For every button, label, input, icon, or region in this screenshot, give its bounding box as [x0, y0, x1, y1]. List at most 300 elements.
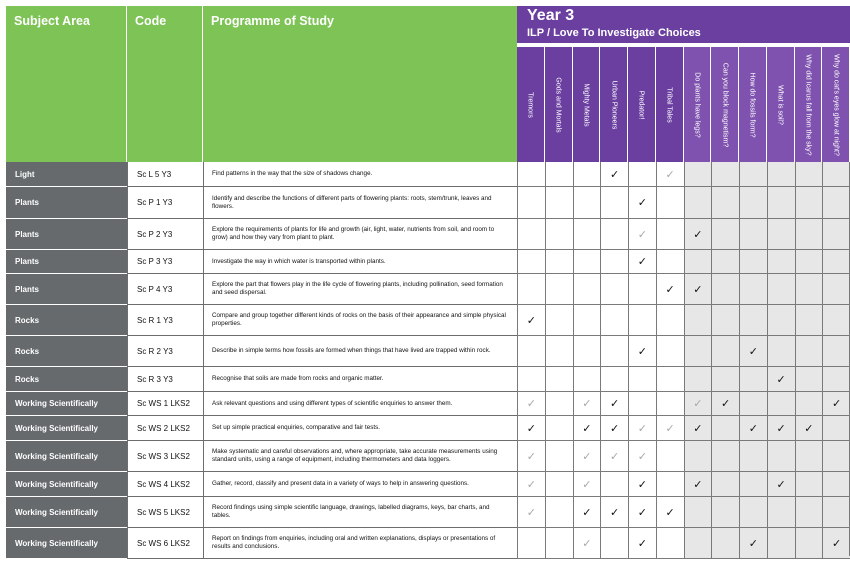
check-cell [656, 274, 684, 305]
topic-label: Mighty Metals [582, 82, 590, 127]
check-cell [517, 472, 545, 497]
check-cell [684, 305, 712, 336]
topic-label: Can you block magnetism? [721, 62, 729, 147]
check-cell [795, 274, 823, 305]
programme-cell: Record findings using simple scientific language, drawings, labelled diagrams, keys, bar charts, and tables. [203, 497, 517, 528]
check-cell [739, 336, 767, 367]
header-subject-area: Subject Area [6, 6, 127, 162]
table-row [6, 367, 850, 392]
subject-area-cell: Rocks [6, 367, 127, 392]
check-cell [545, 441, 573, 472]
check-cell [822, 367, 850, 392]
light-check-icon: ✓ [582, 537, 592, 550]
check-icon: ✓ [582, 422, 592, 435]
table-row [6, 250, 850, 274]
programme-cell: Investigate the way in which water is transported within plants. [203, 250, 517, 274]
programme-cell: Describe in simple terms how fossils are formed when things that have lived are trapped within rock. [203, 336, 517, 367]
check-icon: ✓ [748, 345, 758, 358]
programme-cell: Explore the requirements of plants for life and growth (air, light, water, nutrients from soil, and room to grow) and how they vary from plant to plant. [203, 219, 517, 250]
check-cell [656, 219, 684, 250]
check-cell [628, 528, 656, 559]
table-row [6, 392, 850, 416]
check-cell [767, 336, 795, 367]
check-cell [600, 274, 628, 305]
programme-cell: Identify and describe the functions of different parts of flowering plants: roots, stem/trunk, leaves and flowers. [203, 187, 517, 219]
check-cell [573, 528, 601, 559]
check-cell [545, 367, 573, 392]
header-code: Code [127, 6, 203, 162]
check-cell [628, 336, 656, 367]
light-check-icon: ✓ [526, 506, 536, 519]
check-cell [711, 274, 739, 305]
check-cell [711, 441, 739, 472]
table-row [6, 441, 850, 472]
check-cell [600, 441, 628, 472]
table-row [6, 274, 850, 305]
check-cell [767, 162, 795, 187]
check-cell [795, 472, 823, 497]
code-cell: Sc R 2 Y3 [127, 336, 203, 367]
check-cell [795, 305, 823, 336]
programme-cell: Find patterns in the way that the size of shadows change. [203, 162, 517, 187]
subject-area-cell: Working Scientifically [6, 472, 127, 497]
code-cell: Sc P 1 Y3 [127, 187, 203, 219]
check-icon: ✓ [610, 168, 620, 181]
check-cell [628, 162, 656, 187]
topic-label: Predator! [637, 90, 645, 119]
subject-area-cell: Rocks [6, 305, 127, 336]
check-icon: ✓ [804, 422, 814, 435]
check-cell [600, 472, 628, 497]
check-cell [545, 528, 573, 559]
programme-cell: Compare and group together different kinds of rocks on the basis of their appearance and simple physical properties. [203, 305, 517, 336]
check-cell [545, 392, 573, 416]
check-cell [628, 497, 656, 528]
check-cell [656, 441, 684, 472]
check-cell [684, 274, 712, 305]
check-cell [795, 528, 823, 559]
check-cell [711, 336, 739, 367]
light-check-icon: ✓ [665, 168, 675, 181]
check-cell [767, 472, 795, 497]
check-icon: ✓ [665, 506, 675, 519]
check-cell [517, 528, 545, 559]
topic-header-7 [711, 46, 739, 162]
programme-cell: Gather, record, classify and present data in a variety of ways to help in answering questions. [203, 472, 517, 497]
table-row [6, 162, 850, 187]
check-cell [545, 497, 573, 528]
code-cell: Sc R 1 Y3 [127, 305, 203, 336]
check-cell [656, 528, 684, 559]
light-check-icon: ✓ [526, 398, 536, 410]
light-check-icon: ✓ [637, 450, 647, 463]
check-cell [573, 497, 601, 528]
check-cell [573, 187, 601, 219]
check-cell [517, 162, 545, 187]
check-icon: ✓ [776, 422, 786, 435]
topic-header-6 [684, 46, 712, 162]
check-cell [600, 305, 628, 336]
check-cell [573, 441, 601, 472]
light-check-icon: ✓ [582, 450, 592, 463]
check-cell [600, 187, 628, 219]
light-check-icon: ✓ [637, 228, 647, 241]
check-cell [822, 250, 850, 274]
check-cell [517, 305, 545, 336]
check-cell [656, 250, 684, 274]
table-row [6, 472, 850, 497]
check-cell [573, 392, 601, 416]
check-cell [600, 250, 628, 274]
check-cell [795, 162, 823, 187]
curriculum-grid [6, 6, 850, 556]
topic-header-1 [545, 46, 573, 162]
check-cell [684, 472, 712, 497]
check-cell [822, 187, 850, 219]
check-cell [517, 416, 545, 441]
check-icon: ✓ [526, 422, 536, 435]
check-icon: ✓ [582, 506, 592, 519]
code-cell: Sc WS 2 LKS2 [127, 416, 203, 441]
check-cell [711, 497, 739, 528]
table-row [6, 416, 850, 441]
code-cell: Sc WS 3 LKS2 [127, 441, 203, 472]
check-icon: ✓ [637, 537, 647, 550]
topic-label: Tremors [526, 91, 534, 118]
check-cell [545, 336, 573, 367]
light-check-icon: ✓ [637, 422, 647, 435]
light-check-icon: ✓ [526, 450, 536, 463]
programme-cell: Set up simple practical enquiries, comparative and fair tests. [203, 416, 517, 441]
check-cell [684, 528, 712, 559]
check-cell [822, 441, 850, 472]
check-cell [600, 416, 628, 441]
table-row [6, 187, 850, 219]
check-cell [600, 336, 628, 367]
check-cell [628, 472, 656, 497]
check-cell [795, 336, 823, 367]
topic-header-9 [767, 46, 795, 162]
check-cell [822, 472, 850, 497]
code-cell: Sc WS 4 LKS2 [127, 472, 203, 497]
check-cell [822, 497, 850, 528]
subject-area-cell: Working Scientifically [6, 528, 127, 559]
check-cell [711, 367, 739, 392]
check-cell [600, 528, 628, 559]
check-icon: ✓ [637, 478, 647, 491]
topic-header-8 [739, 46, 767, 162]
topic-label: Tribal Tales [665, 86, 673, 123]
subject-area-cell: Plants [6, 219, 127, 250]
subject-area-cell: Light [6, 162, 127, 187]
topic-header-3 [600, 46, 628, 162]
check-cell [600, 392, 628, 416]
light-check-icon: ✓ [665, 422, 675, 435]
check-cell [517, 274, 545, 305]
check-cell [711, 162, 739, 187]
check-cell [573, 367, 601, 392]
table-row [6, 305, 850, 336]
check-cell [739, 472, 767, 497]
programme-cell: Explore the part that flowers play in the life cycle of flowering plants, including pollination, seed formation and seed dispersal. [203, 274, 517, 305]
subject-area-cell: Working Scientifically [6, 392, 127, 416]
check-cell [822, 162, 850, 187]
check-cell [573, 162, 601, 187]
check-cell [822, 274, 850, 305]
check-cell [517, 336, 545, 367]
check-cell [711, 392, 739, 416]
topic-label: Urban Pioneers [610, 80, 618, 129]
check-cell [739, 250, 767, 274]
code-cell: Sc P 2 Y3 [127, 219, 203, 250]
check-icon: ✓ [693, 478, 703, 491]
check-cell [739, 528, 767, 559]
programme-cell: Report on findings from enquiries, including oral and written explanations, displays or presentations of results and conclusions. [203, 528, 517, 559]
programme-cell: Recognise that soils are made from rocks and organic matter. [203, 367, 517, 392]
header-programme: Programme of Study [203, 6, 517, 162]
check-cell [573, 305, 601, 336]
topic-header-4 [628, 46, 656, 162]
check-cell [795, 497, 823, 528]
check-cell [767, 528, 795, 559]
check-cell [628, 392, 656, 416]
subject-area-cell: Rocks [6, 336, 127, 367]
check-cell [711, 250, 739, 274]
check-cell [684, 162, 712, 187]
subject-area-cell: Plants [6, 250, 127, 274]
check-cell [656, 416, 684, 441]
programme-cell: Make systematic and careful observations and, where appropriate, take accurate measurements using standard units, using a range of equipment, including thermometers and data loggers. [203, 441, 517, 472]
code-cell: Sc WS 5 LKS2 [127, 497, 203, 528]
check-cell [822, 336, 850, 367]
check-cell [739, 392, 767, 416]
check-cell [822, 305, 850, 336]
check-cell [767, 219, 795, 250]
check-cell [767, 367, 795, 392]
check-cell [656, 392, 684, 416]
check-cell [628, 274, 656, 305]
check-icon: ✓ [637, 256, 647, 268]
check-icon: ✓ [610, 506, 620, 519]
table-row [6, 336, 850, 367]
check-cell [822, 392, 850, 416]
check-cell [684, 187, 712, 219]
topic-header-11 [822, 46, 850, 162]
topic-label: Do plants have legs? [693, 71, 701, 138]
check-icon: ✓ [610, 398, 620, 410]
check-cell [822, 416, 850, 441]
check-cell [739, 416, 767, 441]
check-cell [767, 441, 795, 472]
check-cell [767, 250, 795, 274]
check-cell [573, 250, 601, 274]
check-icon: ✓ [526, 314, 536, 327]
check-cell [739, 274, 767, 305]
code-cell: Sc WS 6 LKS2 [127, 528, 203, 559]
topic-label: What is soil? [776, 84, 784, 125]
check-cell [600, 219, 628, 250]
check-cell [656, 187, 684, 219]
year-title: Year 3 [527, 7, 575, 24]
check-cell [795, 416, 823, 441]
check-cell [767, 274, 795, 305]
topic-header-2 [573, 46, 601, 162]
check-icon: ✓ [776, 373, 786, 386]
check-cell [545, 162, 573, 187]
check-cell [545, 416, 573, 441]
check-cell [628, 416, 656, 441]
check-cell [739, 441, 767, 472]
check-cell [684, 416, 712, 441]
check-cell [628, 187, 656, 219]
subject-area-cell: Plants [6, 187, 127, 219]
check-cell [573, 416, 601, 441]
check-cell [656, 367, 684, 392]
code-cell: Sc WS 1 LKS2 [127, 392, 203, 416]
check-cell [545, 219, 573, 250]
check-cell [684, 367, 712, 392]
code-cell: Sc L 5 Y3 [127, 162, 203, 187]
check-cell [822, 219, 850, 250]
light-check-icon: ✓ [582, 478, 592, 491]
check-icon: ✓ [693, 228, 703, 241]
check-cell [628, 250, 656, 274]
topic-label: Gods and Mortals [554, 76, 562, 133]
check-cell [711, 472, 739, 497]
check-icon: ✓ [665, 283, 675, 296]
subject-area-cell: Plants [6, 274, 127, 305]
check-cell [739, 305, 767, 336]
check-cell [517, 250, 545, 274]
light-check-icon: ✓ [582, 398, 592, 410]
check-cell [684, 441, 712, 472]
check-cell [656, 162, 684, 187]
check-icon: ✓ [693, 422, 703, 435]
check-icon: ✓ [693, 283, 703, 296]
check-icon: ✓ [748, 422, 758, 435]
subject-area-cell: Working Scientifically [6, 416, 127, 441]
check-cell [545, 305, 573, 336]
check-cell [517, 441, 545, 472]
check-cell [684, 392, 712, 416]
code-cell: Sc P 3 Y3 [127, 250, 203, 274]
check-cell [517, 367, 545, 392]
code-cell: Sc R 3 Y3 [127, 367, 203, 392]
topic-label: How do fossils form? [748, 72, 756, 137]
check-icon: ✓ [832, 398, 842, 410]
check-cell [684, 497, 712, 528]
check-cell [684, 336, 712, 367]
check-cell [739, 219, 767, 250]
topic-header-0 [517, 46, 545, 162]
topic-label: Why do cat's eyes glow at night? [832, 53, 840, 156]
check-cell [739, 162, 767, 187]
check-icon: ✓ [776, 478, 786, 491]
check-cell [517, 219, 545, 250]
check-cell [767, 497, 795, 528]
check-cell [545, 274, 573, 305]
check-icon: ✓ [637, 506, 647, 519]
check-cell [822, 528, 850, 559]
check-cell [656, 305, 684, 336]
check-cell [767, 305, 795, 336]
check-cell [573, 219, 601, 250]
check-cell [711, 416, 739, 441]
check-cell [573, 336, 601, 367]
table-row [6, 528, 850, 559]
check-cell [545, 187, 573, 219]
check-cell [600, 497, 628, 528]
check-icon: ✓ [610, 422, 620, 435]
topic-label: Why did Icarus fall from the sky? [804, 53, 812, 156]
check-cell [628, 441, 656, 472]
check-icon: ✓ [748, 537, 758, 550]
check-cell [545, 472, 573, 497]
check-cell [517, 187, 545, 219]
check-cell [795, 187, 823, 219]
check-cell [739, 497, 767, 528]
check-cell [656, 472, 684, 497]
check-cell [795, 367, 823, 392]
check-icon: ✓ [832, 537, 842, 550]
check-cell [628, 367, 656, 392]
check-cell [795, 392, 823, 416]
code-cell: Sc P 4 Y3 [127, 274, 203, 305]
subject-area-cell: Working Scientifically [6, 441, 127, 472]
topic-group-title: ILP / Love To Investigate Choices [527, 27, 701, 39]
light-check-icon: ✓ [610, 450, 620, 463]
check-cell [711, 305, 739, 336]
check-cell [739, 367, 767, 392]
check-cell [628, 305, 656, 336]
check-cell [684, 219, 712, 250]
check-cell [767, 416, 795, 441]
check-cell [517, 497, 545, 528]
check-cell [573, 472, 601, 497]
light-check-icon: ✓ [693, 398, 703, 410]
check-cell [656, 336, 684, 367]
check-cell [545, 250, 573, 274]
topic-header-5 [656, 46, 684, 162]
check-cell [656, 497, 684, 528]
check-cell [600, 367, 628, 392]
check-cell [795, 441, 823, 472]
check-cell [767, 187, 795, 219]
programme-cell: Ask relevant questions and using different types of scientific enquiries to answer them. [203, 392, 517, 416]
check-cell [517, 392, 545, 416]
check-cell [684, 250, 712, 274]
check-cell [711, 187, 739, 219]
table-row [6, 497, 850, 528]
check-icon: ✓ [637, 197, 647, 209]
light-check-icon: ✓ [526, 478, 536, 491]
check-cell [711, 219, 739, 250]
check-cell [711, 528, 739, 559]
check-cell [600, 162, 628, 187]
subject-area-cell: Working Scientifically [6, 497, 127, 528]
topic-header-10 [795, 46, 823, 162]
check-cell [573, 274, 601, 305]
check-cell [795, 219, 823, 250]
check-cell [628, 219, 656, 250]
check-icon: ✓ [637, 345, 647, 358]
check-cell [795, 250, 823, 274]
check-cell [739, 187, 767, 219]
table-row [6, 219, 850, 250]
check-cell [767, 392, 795, 416]
check-icon: ✓ [721, 398, 731, 410]
header-year-banner [517, 6, 850, 43]
